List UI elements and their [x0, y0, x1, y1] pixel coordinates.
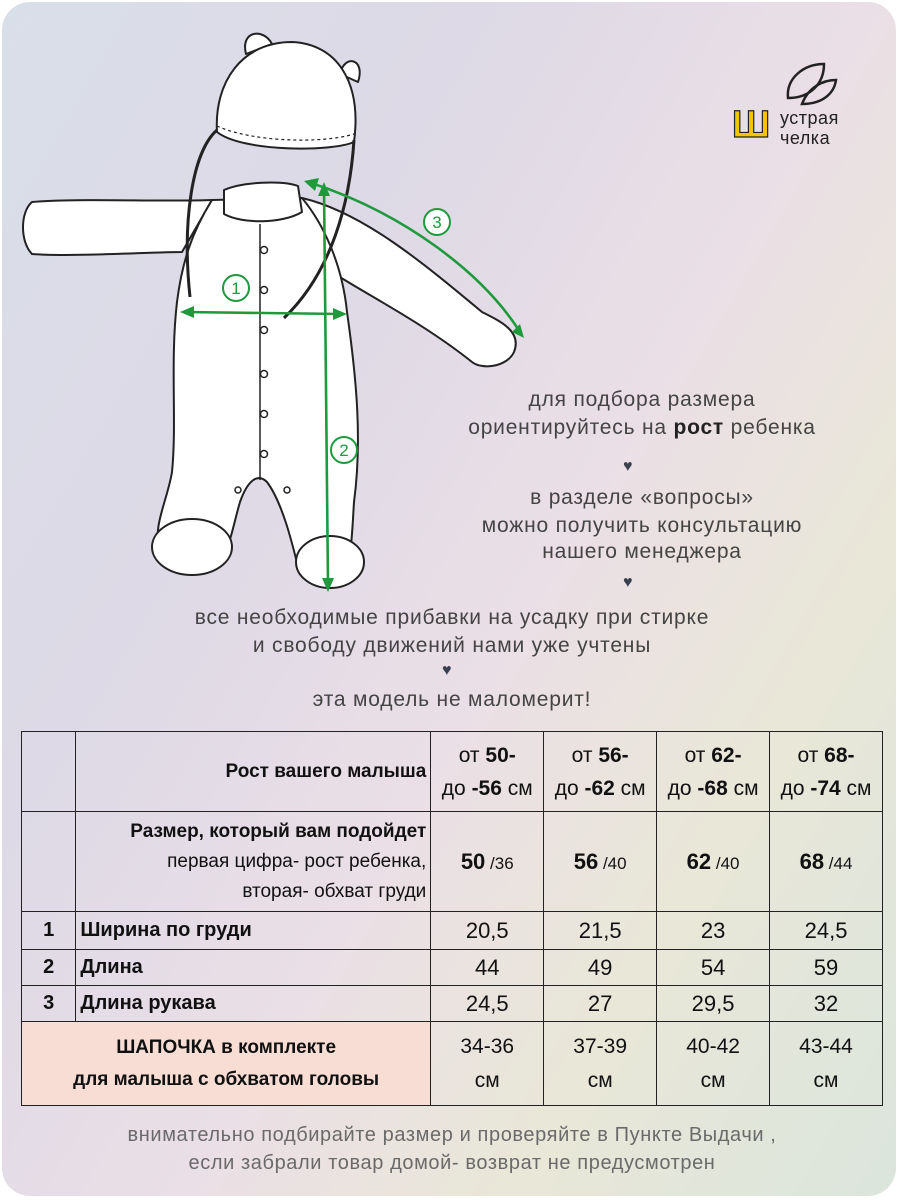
table-row	[22, 1022, 883, 1106]
info-line1: для подбора размера	[528, 388, 756, 411]
info-line3: в разделе «вопросы»	[530, 486, 754, 509]
table-cell: 32	[770, 986, 883, 1022]
table-row	[22, 950, 883, 986]
sleeve-left	[23, 200, 212, 255]
info-line2: ориентируйтесь на рост ребенка	[468, 416, 816, 439]
size-value: 56 /40	[544, 812, 657, 912]
height-range: от 68- до -74 см	[770, 732, 883, 812]
table-cell: 44	[431, 950, 544, 986]
height-range: от 62- до -68 см	[657, 732, 770, 812]
heart-icon: ♥	[623, 574, 633, 591]
height-range: от 50- до -56 см	[431, 732, 544, 812]
info-line6: все необходимые прибавки на усадку при стирке	[194, 606, 710, 629]
table-cell: 20,5	[431, 912, 544, 950]
info-line4: можно получить консультацию	[481, 514, 803, 537]
heart-icon: ♥	[442, 662, 452, 679]
logo-line2: челка	[780, 128, 831, 148]
footer-line2: если забрали товар домой- возврат не предусмотрен	[188, 1152, 716, 1174]
row-label: Длина	[76, 950, 431, 986]
info-line5: нашего менеджера	[542, 540, 742, 563]
hat-size: 40-42 см	[657, 1022, 770, 1106]
hat-size: 34-36 см	[431, 1022, 544, 1106]
footer-line1: внимательно подбирайте размер и проверяйте в Пункте Выдачи ,	[127, 1124, 777, 1146]
info-line7: и свободу движений нами уже учтены	[252, 634, 652, 657]
table-cell: 49	[544, 950, 657, 986]
size-table	[21, 731, 883, 1106]
table-row	[22, 812, 883, 912]
size-value: 50 /36	[431, 812, 544, 912]
height-label: Рост вашего малыша	[76, 732, 431, 812]
foot-left	[152, 519, 232, 575]
hat-size: 37-39 см	[544, 1022, 657, 1106]
table-cell: 54	[657, 950, 770, 986]
table-cell: 59	[770, 950, 883, 986]
jumpsuit-diagram	[2, 2, 562, 602]
table-row	[22, 986, 883, 1022]
hat-label: ШАПОЧКА в комплекте для малыша с обхватом головы	[22, 1022, 431, 1106]
hat-size: 43-44 см	[770, 1022, 883, 1106]
leaf-icon	[780, 58, 840, 108]
logo-line1: устрая	[780, 108, 839, 128]
table-cell: 27	[544, 986, 657, 1022]
row-label: Длина рукава	[76, 986, 431, 1022]
logo-mark: Ш	[732, 104, 771, 146]
collar	[224, 183, 302, 222]
table-row	[22, 912, 883, 950]
row-label: Ширина по груди	[76, 912, 431, 950]
marker-3: 3	[432, 213, 442, 232]
size-chart-card	[2, 2, 896, 1196]
height-range: от 56- до -62 см	[544, 732, 657, 812]
table-cell: 29,5	[657, 986, 770, 1022]
heart-icon: ♥	[623, 458, 633, 475]
row-number: 2	[22, 950, 76, 986]
table-cell: 24,5	[431, 986, 544, 1022]
info-line8: эта модель не маломерит!	[312, 688, 592, 711]
size-label: Размер, который вам подойдет первая цифра- рост ребенка, вторая- обхват груди	[76, 812, 431, 912]
marker-1: 1	[231, 279, 241, 298]
table-row	[22, 732, 883, 812]
row-number: 3	[22, 986, 76, 1022]
hat	[217, 42, 356, 149]
row-number: 1	[22, 912, 76, 950]
size-value: 68 /44	[770, 812, 883, 912]
table-cell: 23	[657, 912, 770, 950]
marker-2: 2	[339, 441, 349, 460]
table-cell: 24,5	[770, 912, 883, 950]
table-cell: 21,5	[544, 912, 657, 950]
brand-logo	[730, 64, 870, 148]
size-value: 62 /40	[657, 812, 770, 912]
